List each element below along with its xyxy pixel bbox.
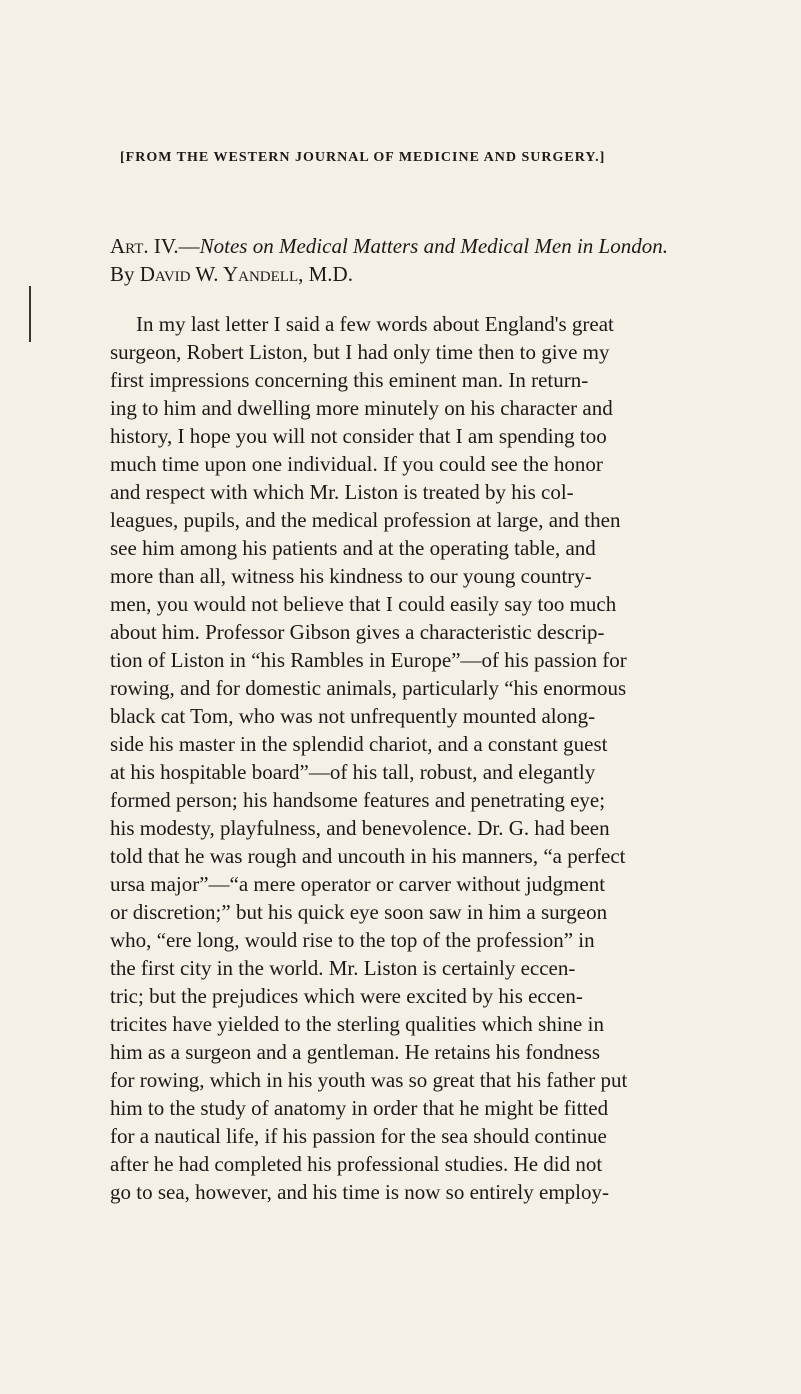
text-line: who, “ere long, would rise to the top of the profession” in <box>110 928 595 952</box>
article-body <box>110 310 726 1206</box>
byline-prefix: By <box>110 262 135 286</box>
article-title: Notes on Medical Matters and Medical Men in London. <box>199 234 668 258</box>
text-line: black cat Tom, who was not unfrequently mounted along- <box>110 704 596 728</box>
text-line: for a nautical life, if his passion for the sea should continue <box>110 1124 607 1148</box>
text-line: much time upon one individual. If you could see the honor <box>110 452 603 476</box>
text-line: side his master in the splendid chariot, and a constant guest <box>110 732 608 756</box>
text-line: after he had completed his professional studies. He did not <box>110 1152 603 1176</box>
text-line: or discretion;” but his quick eye soon saw in him a surgeon <box>110 900 608 924</box>
text-line: more than all, witness his kindness to our young country- <box>110 564 592 588</box>
text-line: tion of Liston in “his Rambles in Europe”—of his passion for <box>110 648 627 672</box>
text-line: surgeon, Robert Liston, but I had only time then to give my <box>110 340 610 364</box>
text-line: rowing, and for domestic animals, particularly “his enormous <box>110 676 627 700</box>
text-line: the first city in the world. Mr. Liston is certainly eccen- <box>110 956 576 980</box>
text-line: formed person; his handsome features and penetrating eye; <box>110 788 606 812</box>
byline <box>110 260 750 288</box>
text-line: him to the study of anatomy in order that he might be fitted <box>110 1096 609 1120</box>
margin-rule <box>29 286 31 342</box>
text-line: and respect with which Mr. Liston is treated by his col- <box>110 480 574 504</box>
author-name: David W. Yandell, M.D. <box>139 262 353 286</box>
heading-dash: — <box>178 234 200 258</box>
text-line: go to sea, however, and his time is now so entirely employ- <box>110 1180 609 1204</box>
text-line: leagues, pupils, and the medical profession at large, and then <box>110 508 621 532</box>
text-line: tric; but the prejudices which were excited by his eccen- <box>110 984 583 1008</box>
text-line: tricites have yielded to the sterling qualities which shine in <box>110 1012 604 1036</box>
text-line: told that he was rough and uncouth in his manners, “a perfect <box>110 844 626 868</box>
source-attribution: [FROM THE WESTERN JOURNAL OF MEDICINE AND SURGERY.] <box>120 150 606 165</box>
text-line: first impressions concerning this eminent man. In return- <box>110 368 589 392</box>
article-number: Art. IV. <box>110 234 179 258</box>
article-heading <box>110 232 750 260</box>
text-line: him as a surgeon and a gentleman. He retains his fondness <box>110 1040 601 1064</box>
text-line: men, you would not believe that I could easily say too much <box>110 592 617 616</box>
text-line: In my last letter I said a few words about England's great <box>136 312 614 336</box>
text-line: ursa major”—“a mere operator or carver without judgment <box>110 872 606 896</box>
text-line: his modesty, playfulness, and benevolence. Dr. G. had been <box>110 816 610 840</box>
text-line: ing to him and dwelling more minutely on his character and <box>110 396 613 420</box>
text-line: history, I hope you will not consider that I am spending too <box>110 424 607 448</box>
text-line: about him. Professor Gibson gives a characteristic descrip- <box>110 620 605 644</box>
text-line: at his hospitable board”—of his tall, robust, and elegantly <box>110 760 596 784</box>
text-line: see him among his patients and at the operating table, and <box>110 536 596 560</box>
text-line: for rowing, which in his youth was so great that his father put <box>110 1068 628 1092</box>
